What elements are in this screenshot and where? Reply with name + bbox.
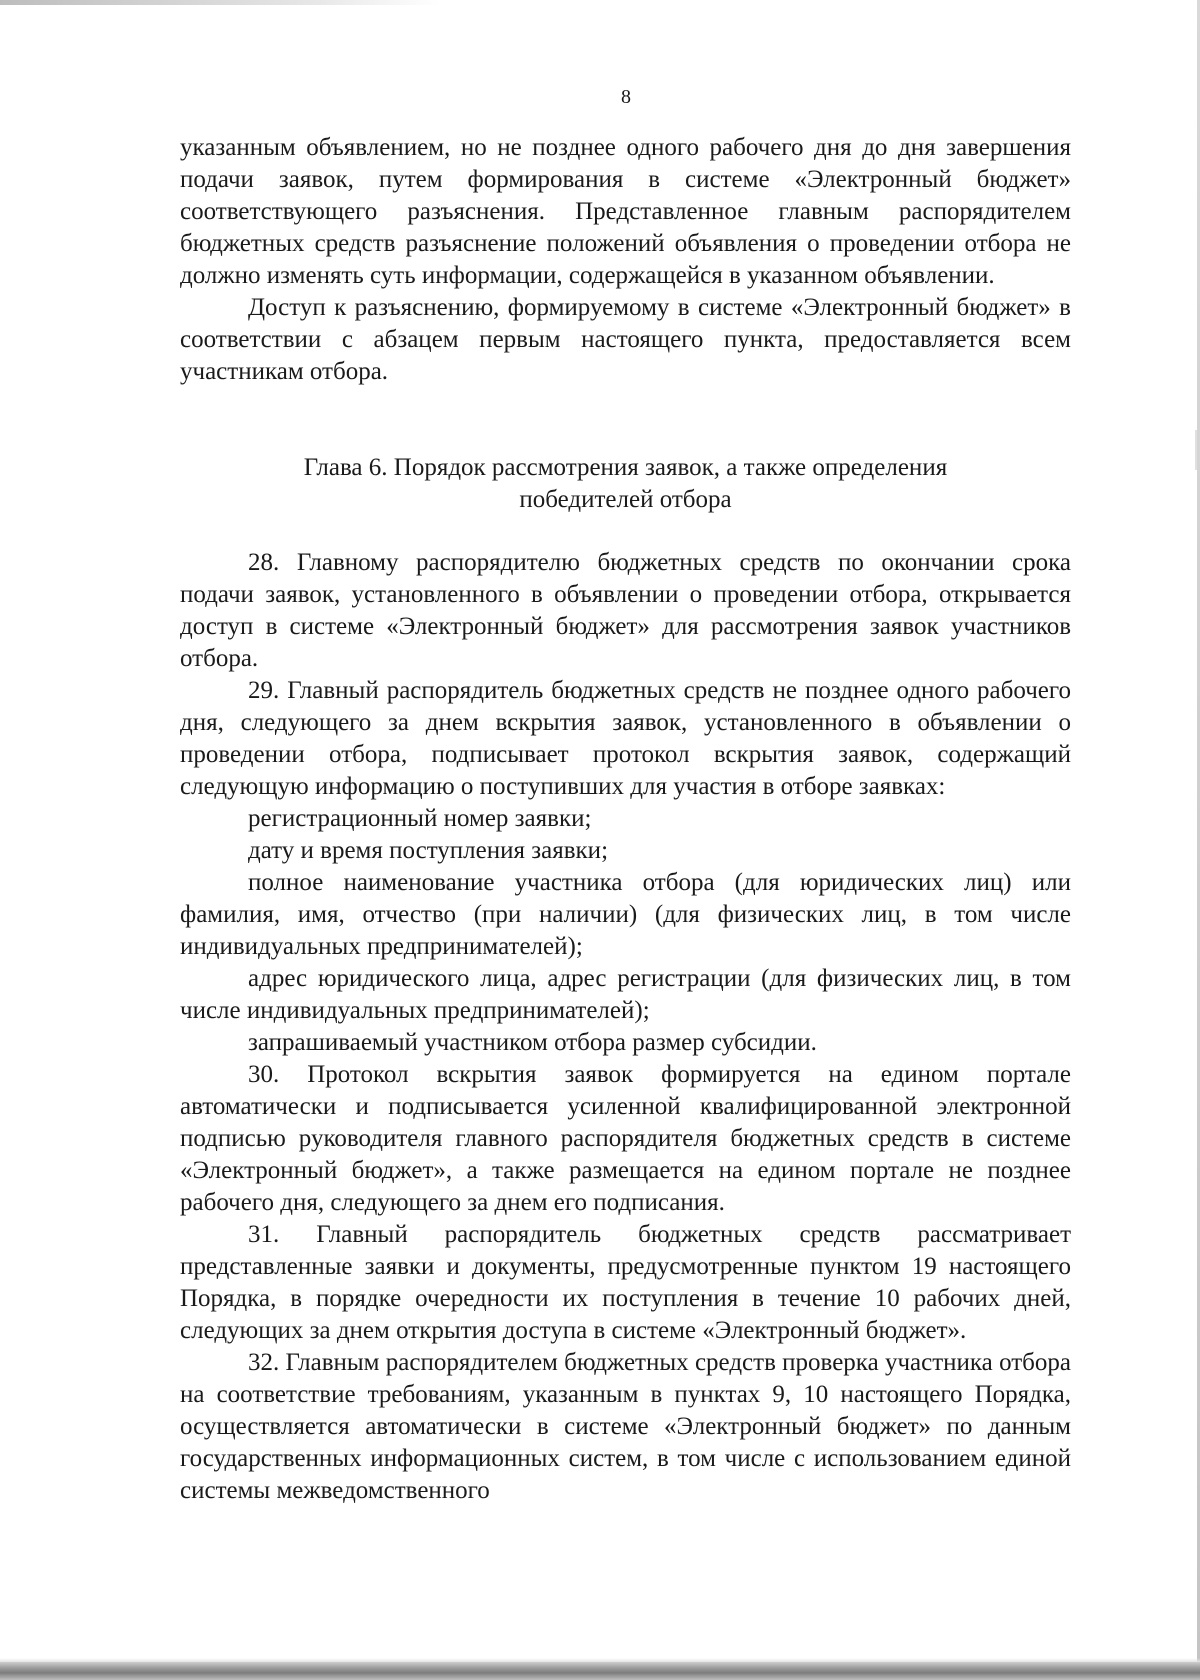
paragraph-31: 31. Главный распорядитель бюджетных средств рассматривает представленные заявки и документы, предусмотренные пунктом 19 настоящего Порядка, в порядке очередности их поступления в течение 10 рабочих дней, следующих за днем открытия доступа в системе «Электронный бюджет». — [180, 1221, 1071, 1344]
chapter-heading-line-2: победителей отбора — [519, 486, 732, 513]
chapter-heading-line-1: Глава 6. Порядок рассмотрения заявок, а также определения — [303, 454, 948, 481]
paragraph-32: 32. Главным распорядителем бюджетных средств проверка участника отбора на соответствие требованиям, указанным в пунктах 9, 10 настоящего Порядка, осуществляется автоматически в системе «Электронный бюджет» по данным государственных информационных систем, в том числе с использованием единой системы межведомственного — [180, 1349, 1071, 1504]
paragraph-continued: указанным объявлением, но не позднее одного рабочего дня до дня завершения подачи заявок, путем формирования в системе «Электронный бюджет» соответствующего разъяснения. Представленное главным распорядителем бюджетных средств разъяснение положений объявления о проведении отбора не должно изменять суть информации, содержащейся в указанном объявлении. — [180, 134, 1071, 289]
chapter-body — [180, 547, 1071, 1507]
list-item-full-name: полное наименование участника отбора (для юридических лиц) или фамилия, имя, отчество (при наличии) (для физических лиц, в том числе индивидуальных предпринимателей); — [180, 869, 1071, 960]
paragraph-30: 30. Протокол вскрытия заявок формируется на едином портале автоматически и подписывается усиленной квалифицированной электронной подписью руководителя главного распорядителя бюджетных средств в системе «Электронный бюджет», а также размещается на едином портале не позднее рабочего дня, следующего за днем его подписания. — [180, 1061, 1071, 1216]
scan-edge-bottom — [0, 1662, 1200, 1680]
chapter-heading — [180, 452, 1071, 516]
page-number: 8 — [621, 86, 631, 108]
list-item-subsidy-amount: запрашиваемый участником отбора размер субсидии. — [248, 1029, 817, 1056]
scan-edge-top — [0, 0, 440, 5]
list-item-registration-number: регистрационный номер заявки; — [248, 805, 592, 832]
paragraph-29: 29. Главный распорядитель бюджетных средств не позднее одного рабочего дня, следующего за днем вскрытия заявок, установленного в объявлении о проведении отбора, подписывает протокол вскрытия заявок, содержащий следующую информацию о поступивших для участия в отборе заявках: — [180, 677, 1071, 800]
paragraph-access: Доступ к разъяснению, формируемому в системе «Электронный бюджет» в соответствии с абзацем первым настоящего пункта, предоставляется всем участникам отбора. — [180, 294, 1071, 385]
list-item-address: адрес юридического лица, адрес регистрации (для физических лиц, в том числе индивидуальных предпринимателей); — [180, 965, 1071, 1024]
paragraph-28: 28. Главному распорядителю бюджетных средств по окончании срока подачи заявок, установленного в объявлении о проведении отбора, открывается доступ в системе «Электронный бюджет» для рассмотрения заявок участников отбора. — [180, 549, 1071, 672]
list-item-date-time: дату и время поступления заявки; — [248, 837, 609, 864]
scan-edge-right-shade — [1195, 430, 1197, 470]
continued-section — [180, 132, 1071, 388]
